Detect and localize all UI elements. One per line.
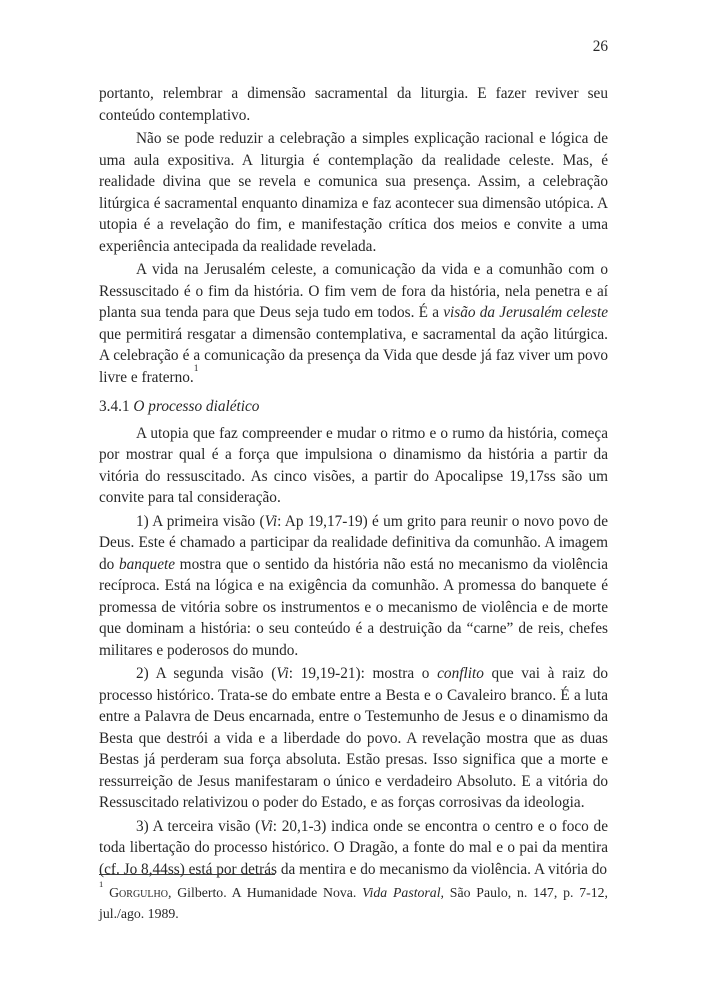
text-run: : 19,19-21): mostra o — [288, 665, 438, 682]
paragraph-continuation — [99, 83, 608, 126]
paragraph — [99, 816, 608, 881]
page-number: 26 — [592, 38, 608, 55]
text-run: A vida na Jerusalém celeste, a comunicação da vida e a comunhão com o Ressuscitado é o fim da história. O fim vem de fora da história, nela penetra e aí planta sua tenda para que Deus seja tudo em todos. É a — [99, 261, 608, 321]
italic-text-run: visão da Jerusalém celeste — [443, 304, 608, 321]
text-run: : 20,1-3) indica onde se encontra o centro e o foco de toda libertação do processo histórico. O Dragão, a fonte do mal e o pai da mentira (cf. Jo 8,44ss) está por detrás da mentira e do mecanismo da violência. A vitória do — [99, 817, 608, 878]
text-run: 1) A primeira visão ( — [136, 512, 265, 530]
footnote-marker: 1 — [99, 879, 104, 890]
footnote-area — [99, 874, 608, 924]
text-run: , Gilberto. A Humanidade Nova. — [167, 885, 363, 900]
paragraph — [99, 511, 608, 662]
text-run: Não se pode reduzir a celebração a simples explicação racional e lógica de uma aula expositiva. A liturgia é contemplação da realidade celeste. Mas, é realidade divina que se revela e comunica sua presença. Assim, a celebração litúrgica é sacramental enquanto dinamiza e faz acontecer sua dimensão utópica. A utopia é a revelação do fim, e manifestação crítica dos meios e convite a uma experiência antecipada da realidade revelada. — [99, 130, 608, 255]
paragraph — [99, 423, 608, 509]
footnote-author: Gorgulho — [109, 885, 168, 900]
text-run: que permitirá resgatar a dimensão contemplativa, e sacramental da ação litúrgica. A celebração é a comunicação da presença da Vida que desde já faz viver um povo livre e fraterno. — [99, 325, 608, 386]
italic-text-run: Vi — [276, 665, 289, 682]
footnote — [99, 879, 608, 924]
text-run: 2) A segunda visão ( — [136, 665, 277, 682]
text-run: : Ap 19,17-19) é um grito para reunir o novo povo de Deus. Este é chamado a participar da realidade definitiva da comunhão. A imagem do — [99, 512, 608, 573]
text-run: que vai à raiz do processo histórico. Trata-se do embate entre a Besta e o Cavaleiro branco. É a luta entre a Palavra de Deus encarnada, entre o Testemunho de Jesus e o dinamismo da Besta que destrói a vida e a liberdade do povo. A revelação mostra que as duas Bestas já perderam sua força absoluta. Estão presas. Isso significa que a morte e ressurreição de Jesus manifestaram o único e verdadeiro Absoluto. E a vitória do Ressuscitado relativizou o poder do Estado, e as forças corrosivas da ideologia. — [99, 665, 608, 811]
section-title: O processo dialético — [133, 398, 260, 415]
text-run: A utopia que faz compreender e mudar o ritmo e o rumo da história, começa por mostrar qual é a força que impulsiona o dinamismo da história a partir da vitória do ressuscitado. As cinco visões, a partir do Apocalipse 19,17ss são um convite para tal consideração. — [99, 424, 608, 506]
italic-text-run: banquete — [118, 555, 176, 573]
footnote-separator — [99, 874, 275, 875]
paragraph — [99, 663, 608, 814]
section-heading — [99, 396, 608, 418]
italic-text-run: Vi — [260, 817, 273, 835]
section-number: 3.4.1 — [99, 398, 134, 415]
paragraph — [99, 259, 608, 388]
text-run: mostra que o sentido da história não está no mecanismo da violência recíproca. Está na lógica e na exigência da comunhão. A promessa do banquete é promessa de vitória sobre os instrumentos e o mecanismo de violência e de morte que dominam a história: o seu conteúdo é a destruição da “carne” de reis, chefes militares e poderosos do mundo. — [99, 555, 608, 659]
page-body — [99, 83, 608, 882]
text-run: São Paulo, n. 147, p. 7-12, jul./ago. 1989. — [99, 885, 608, 921]
text-run: 3) A terceira visão ( — [136, 817, 261, 835]
footnote-reference: 1 — [193, 363, 199, 374]
italic-text-run: Vida Pastoral, — [362, 885, 444, 900]
italic-text-run: conflito — [437, 665, 484, 682]
italic-text-run: Vi — [264, 512, 278, 530]
paragraph — [99, 128, 608, 257]
text-run: portanto, relembrar a dimensão sacramental da liturgia. E fazer reviver seu conteúdo contemplativo. — [99, 85, 608, 124]
